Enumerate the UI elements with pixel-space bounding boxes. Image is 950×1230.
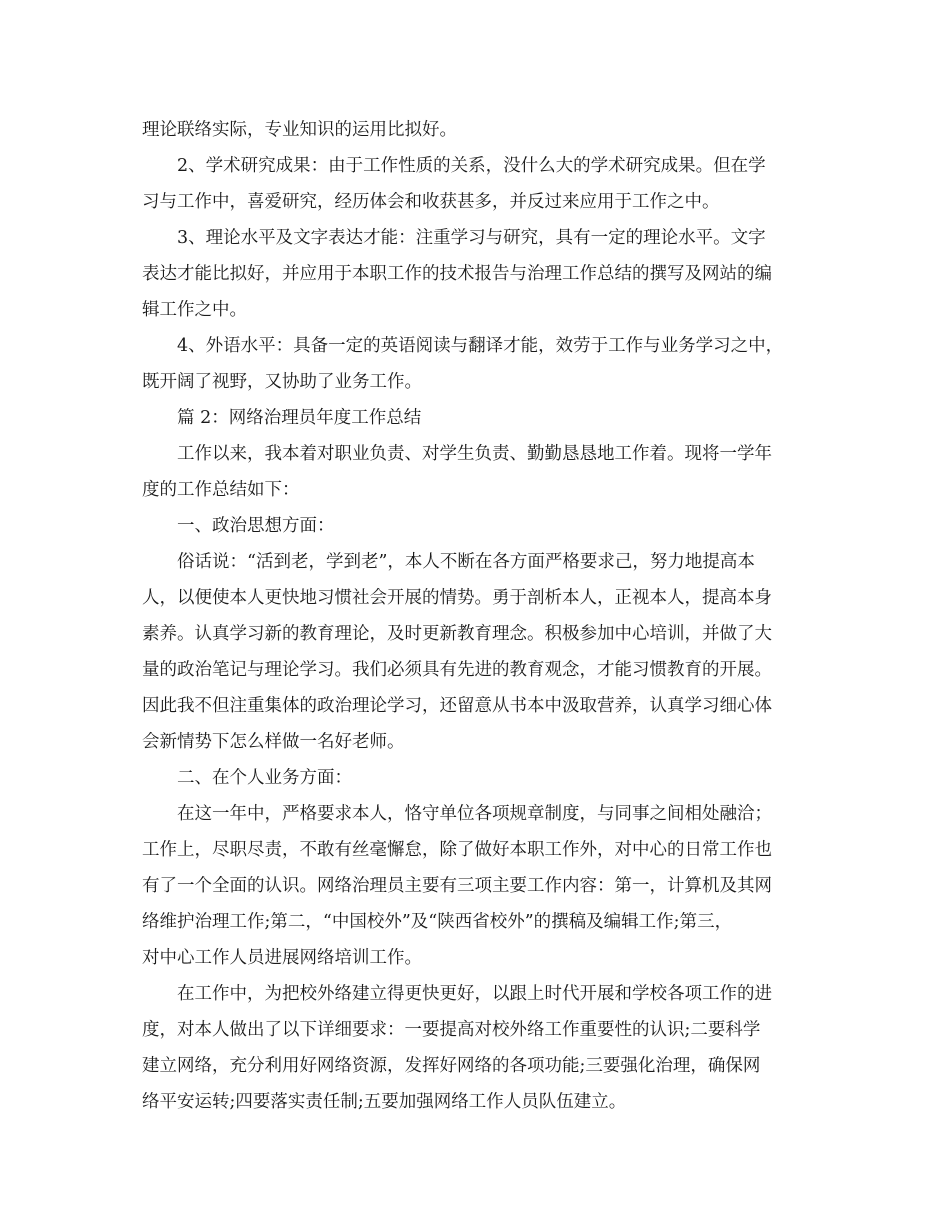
paragraph-line: 络维护治理工作;第二，“中国校外”及“陕西省校外”的撰稿及编辑工作;第三， (142, 912, 733, 932)
paragraph-line: 度，对本人做出了以下详细要求：一要提高对校外络工作重要性的认识;二要科学 (142, 1020, 761, 1040)
paragraph-line: 理论联络实际，专业知识的运用比拟好。 (142, 120, 457, 140)
paragraph-line: 人，以便使本人更快地习惯社会开展的情势。勇于剖析本人，正视本人，提高本身 (142, 588, 772, 608)
section-heading: 篇 2：网络治理员年度工作总结 (177, 408, 422, 428)
paragraph-line: 表达才能比拟好，并应用于本职工作的技术报告与治理工作总结的撰写及网站的编 (142, 264, 772, 284)
paragraph-line: 会新情势下怎么样做一名好老师。 (142, 732, 405, 752)
paragraph-line: 工作上，尽职尽责，不敢有丝毫懈怠，除了做好本职工作外，对中心的日常工作也 (142, 840, 772, 860)
paragraph-line: 既开阔了视野，又协助了业务工作。 (142, 372, 422, 392)
paragraph-line: 有了一个全面的认识。网络治理员主要有三项主要工作内容：第一，计算机及其网 (142, 876, 772, 896)
paragraph-line: 俗话说：“活到老，学到老”，本人不断在各方面严格要求己，努力地提高本 (177, 552, 755, 572)
paragraph-line: 素养。认真学习新的教育理论，及时更新教育理念。积极参加中心培训，并做了大 (142, 624, 772, 644)
paragraph-line: 建立网络，充分利用好网络资源，发挥好网络的各项功能;三要强化治理，确保网 (142, 1056, 761, 1076)
paragraph-line: 因此我不但注重集体的政治理论学习，还留意从书本中汲取营养，认真学习细心体 (142, 696, 772, 716)
paragraph-line: 辑工作之中。 (142, 300, 247, 320)
paragraph-line: 量的政治笔记与理论学习。我们必须具有先进的教育观念，才能习惯教育的开展。 (142, 660, 772, 680)
paragraph-line: 2、学术研究成果：由于工作性质的关系，没什么大的学术研究成果。但在学 (177, 156, 766, 176)
section-heading: 二、在个人业务方面： (177, 768, 352, 788)
paragraph-line: 在这一年中，严格要求本人，恪守单位各项规章制度，与同事之间相处融洽； (177, 804, 772, 824)
paragraph-line: 在工作中，为把校外络建立得更快更好，以跟上时代开展和学校各项工作的进 (177, 984, 772, 1004)
paragraph-line: 习与工作中，喜爱研究，经历体会和收获甚多，并反过来应用于工作之中。 (142, 192, 720, 212)
paragraph-line: 络平安运转;四要落实责任制;五要加强网络工作人员队伍建立。 (142, 1092, 627, 1112)
paragraph-line: 工作以来，我本着对职业负责、对学生负责、勤勤恳恳地工作着。现将一学年 (177, 444, 772, 464)
paragraph-line: 4、外语水平：具备一定的英语阅读与翻译才能，效劳于工作与业务学习之中， (177, 336, 784, 356)
paragraph-line: 3、理论水平及文字表达才能：注重学习与研究，具有一定的理论水平。文字 (177, 228, 766, 248)
paragraph-line: 对中心工作人员进展网络培训工作。 (142, 948, 422, 968)
section-heading: 一、政治思想方面： (177, 516, 335, 536)
paragraph-line: 度的工作总结如下： (142, 480, 300, 500)
